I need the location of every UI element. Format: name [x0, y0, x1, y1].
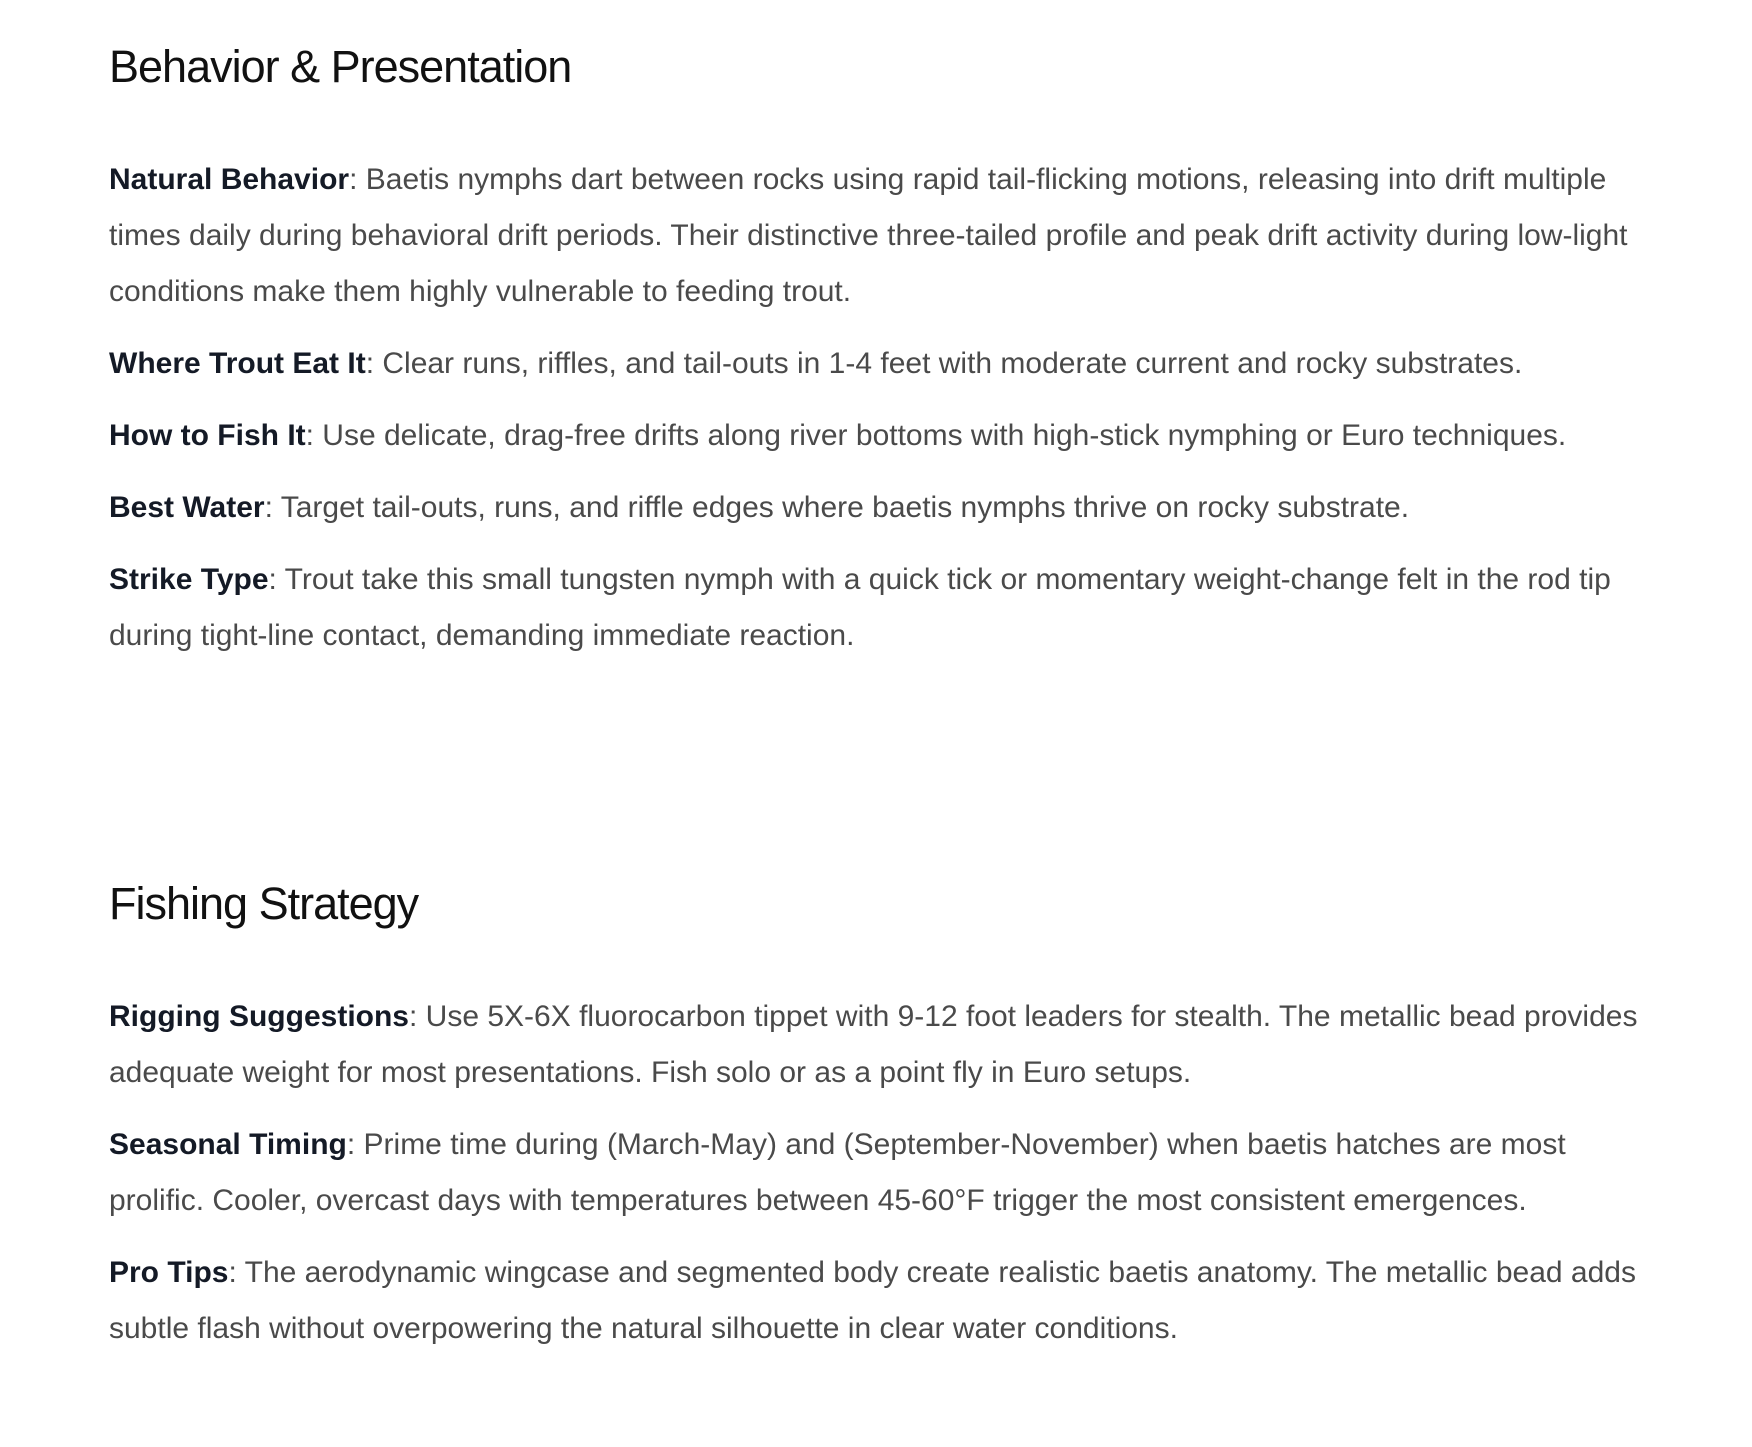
paragraph-how-to-fish-it — [109, 408, 1659, 464]
desc-seasonal-timing: : Prime time during (March-May) and (September-November) when baetis hatches are most prolific. Cooler, overcast days with temperatures between 45-60°F trigger the most consistent emergences. — [109, 1128, 1566, 1217]
paragraph-where-trout-eat-it — [109, 336, 1659, 392]
paragraph-rigging-suggestions — [109, 989, 1659, 1101]
paragraph-pro-tips — [109, 1245, 1659, 1357]
desc-best-water: : Target tail-outs, runs, and riffle edges where baetis nymphs thrive on rocky substrate. — [264, 491, 1410, 524]
desc-natural-behavior: : Baetis nymphs dart between rocks using rapid tail-flicking motions, releasing into drift multiple times daily during behavioral drift periods. Their distinctive three-tailed profile and peak drift activity during low-light conditions make them highly vulnerable to feeding trout. — [109, 163, 1628, 308]
section-heading-behavior: Behavior & Presentation — [109, 41, 572, 92]
term-rigging-suggestions: Rigging Suggestions — [109, 1000, 409, 1033]
term-best-water: Best Water — [109, 491, 265, 524]
term-natural-behavior: Natural Behavior — [109, 163, 350, 196]
desc-pro-tips: : The aerodynamic wingcase and segmented body create realistic baetis anatomy. The metallic bead adds subtle flash without overpowering the natural silhouette in clear water conditions. — [109, 1256, 1636, 1345]
paragraph-best-water — [109, 480, 1659, 536]
section-heading-strategy: Fishing Strategy — [109, 878, 419, 929]
desc-strike-type: : Trout take this small tungsten nymph with a quick tick or momentary weight-change felt in the rod tip during tight-line contact, demanding immediate reaction. — [109, 563, 1611, 652]
term-pro-tips: Pro Tips — [109, 1256, 229, 1289]
term-how-to-fish-it: How to Fish It — [109, 419, 306, 452]
paragraph-natural-behavior — [109, 152, 1659, 320]
term-strike-type: Strike Type — [109, 563, 269, 596]
strategy-section — [109, 989, 1659, 1373]
term-seasonal-timing: Seasonal Timing — [109, 1128, 347, 1161]
behavior-section — [109, 152, 1659, 680]
term-where-trout-eat-it: Where Trout Eat It — [109, 347, 366, 380]
paragraph-strike-type — [109, 552, 1659, 664]
paragraph-seasonal-timing — [109, 1117, 1659, 1229]
desc-how-to-fish-it: : Use delicate, drag-free drifts along river bottoms with high-stick nymphing or Euro techniques. — [305, 419, 1567, 452]
desc-rigging-suggestions: : Use 5X-6X fluorocarbon tippet with 9-12 foot leaders for stealth. The metallic bead provides adequate weight for most presentations. Fish solo or as a point fly in Euro setups. — [109, 1000, 1638, 1089]
desc-where-trout-eat-it: : Clear runs, riffles, and tail-outs in 1-4 feet with moderate current and rocky substrates. — [365, 347, 1523, 380]
